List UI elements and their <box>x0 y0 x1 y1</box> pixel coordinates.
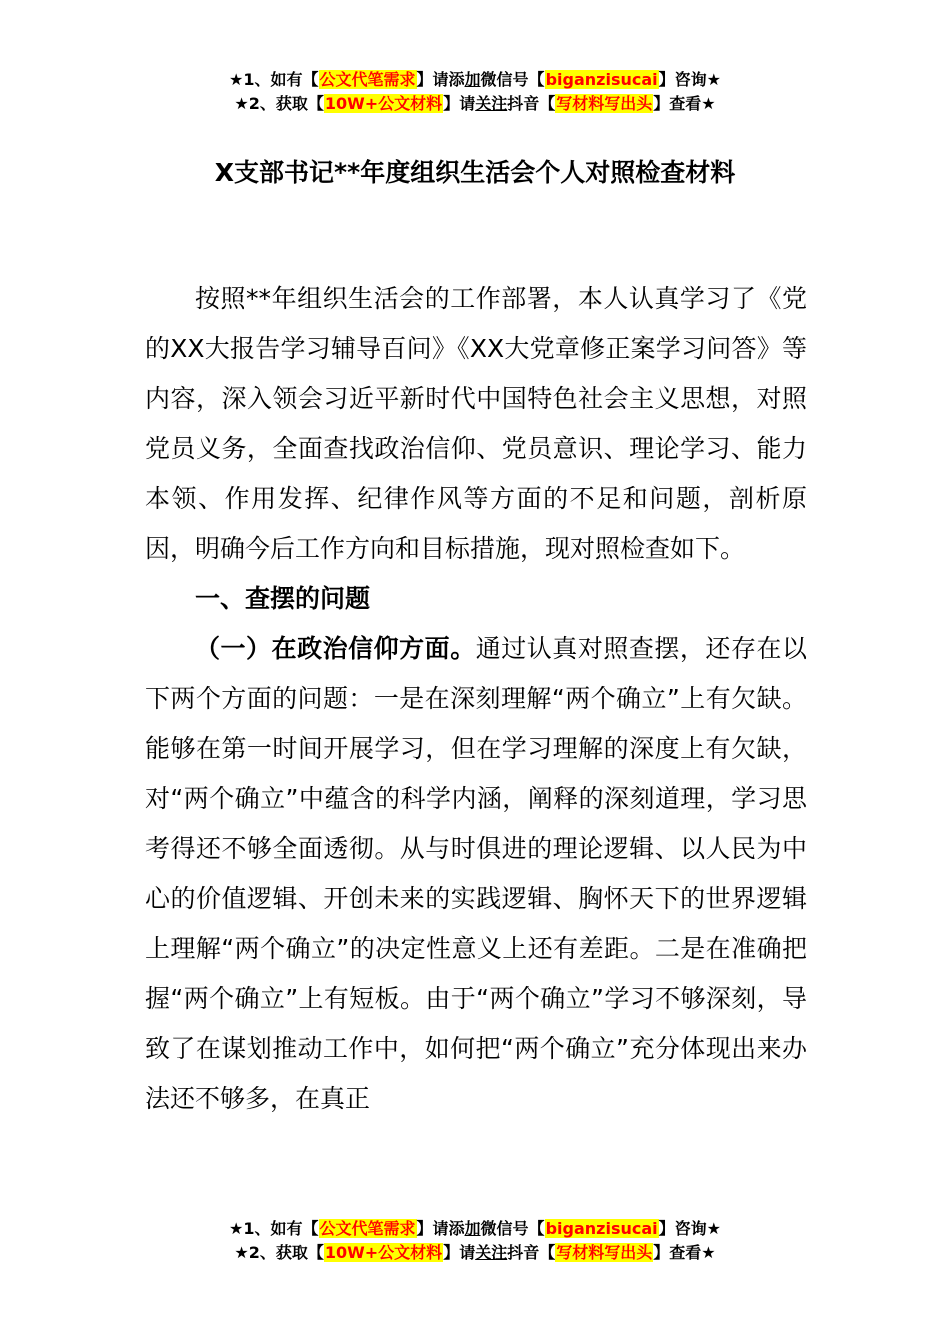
intro-paragraph: 按照**年组织生活会的工作部署，本人认真学习了《党的XX大报告学习辅导百问》《XX大党章修正案学习问答》等内容，深入领会习近平新时代中国特色社会主义思想，对照党员义务，全面查找政治信仰、党员意识、理论学习、能力本领、作用发挥、纪律作风等方面的不足和问题，剖析原因，明确今后工作方向和目标措施，现对照检查如下。 <box>145 284 807 563</box>
section-heading: 一、查摆的问题 <box>195 584 371 613</box>
banner-line-2: ★2、获取【10W+公文材料】请关注抖音【写材料写出头】查看★ <box>234 1243 716 1262</box>
header-banner <box>0 68 950 116</box>
banner-highlight: biganzisucai <box>545 70 658 89</box>
document-body <box>145 274 807 1124</box>
subsection-paragraph <box>145 624 807 1124</box>
banner-highlight: 10W+公文材料 <box>324 94 443 113</box>
banner-line-1: ★1、如有【公文代笔需求】请添加微信号【biganzisucai】咨询★ <box>229 70 721 89</box>
banner-highlight: 公文代笔需求 <box>319 1219 416 1238</box>
banner-highlight: 公文代笔需求 <box>319 70 416 89</box>
banner-line-1: ★1、如有【公文代笔需求】请添加微信号【biganzisucai】咨询★ <box>229 1219 721 1238</box>
subsection-text: 通过认真对照查摆，还存在以下两个方面的问题：一是在深刻理解“两个确立”上有欠缺。能够在第一时间开展学习，但在学习理解的深度上有欠缺，对“两个确立”中蕴含的科学内涵，阐释的深刻道理，学习思考得还不够全面透彻。从与时俱进的理论逻辑、以人民为中心的价值逻辑、开创未来的实践逻辑、胸怀天下的世界逻辑上理解“两个确立”的决定性意义上还有差距。二是在准确把握“两个确立”上有短板。由于“两个确立”学习不够深刻，导致了在谋划推动工作中，如何把“两个确立”充分体现出来办法还不够多，在真正 <box>145 634 807 1113</box>
banner-highlight: 写材料写出头 <box>556 1243 653 1262</box>
footer-banner <box>0 1217 950 1265</box>
banner-highlight: 写材料写出头 <box>556 94 653 113</box>
banner-highlight: biganzisucai <box>545 1219 658 1238</box>
document-title: X支部书记**年度组织生活会个人对照检查材料 <box>214 158 736 187</box>
banner-line-2: ★2、获取【10W+公文材料】请关注抖音【写材料写出头】查看★ <box>234 94 716 113</box>
subsection-lead: （一）在政治信仰方面。 <box>195 634 476 663</box>
banner-highlight: 10W+公文材料 <box>324 1243 443 1262</box>
